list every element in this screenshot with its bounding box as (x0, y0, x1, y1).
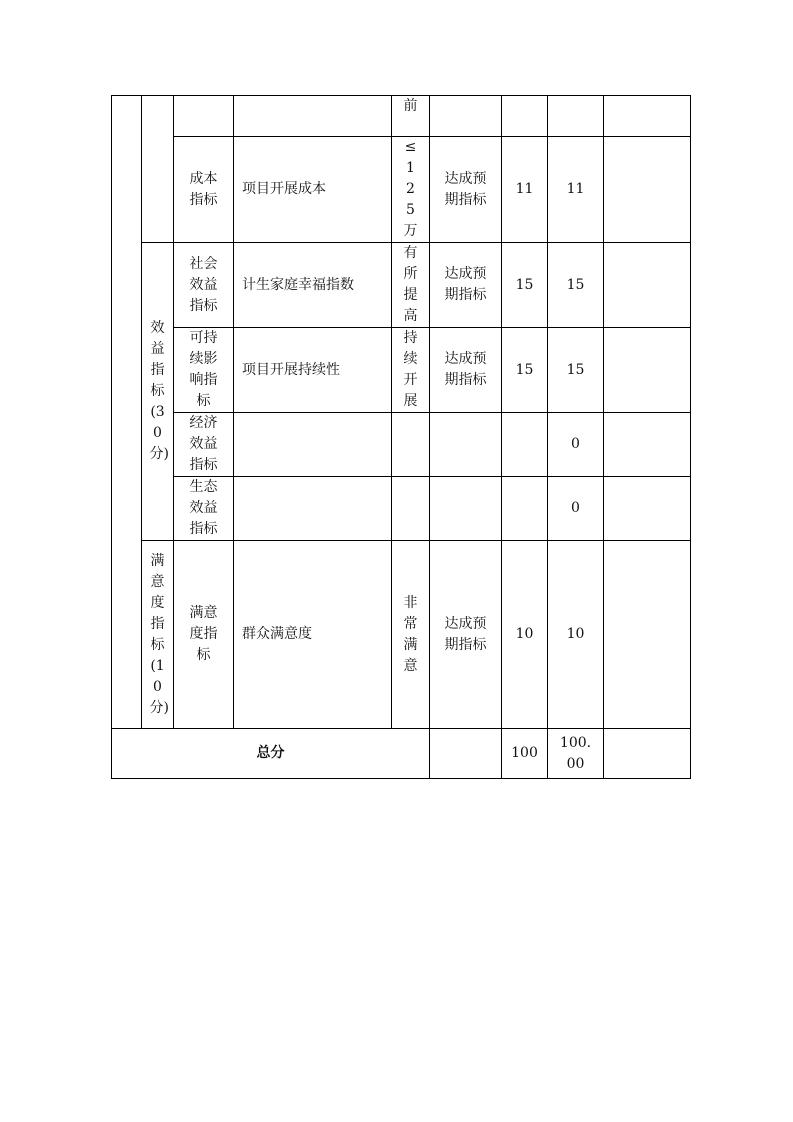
target-cell (392, 413, 430, 477)
performance-indicator-table (111, 95, 691, 779)
level2-cell: 可持续影响指标 (174, 328, 234, 413)
level3-cell (234, 477, 392, 541)
remark-cell (604, 328, 691, 413)
level2-cell: 生态效益指标 (174, 477, 234, 541)
table-row (112, 541, 691, 729)
total-weight: 100 (502, 729, 548, 779)
target-cell: 持续开展 (392, 328, 430, 413)
level3-cell: 项目开展持续性 (234, 328, 392, 413)
level2-cell: 社会效益指标 (174, 243, 234, 328)
score-cell: 0 (548, 413, 604, 477)
actual-cell: 达成预期指标 (430, 328, 502, 413)
remark-cell (604, 541, 691, 729)
table-row (112, 137, 691, 243)
target-cell: ≤125万 (392, 137, 430, 243)
table-row (112, 413, 691, 477)
weight-cell: 11 (502, 137, 548, 243)
weight-cell: 10 (502, 541, 548, 729)
score-cell: 11 (548, 137, 604, 243)
score-cell: 0 (548, 477, 604, 541)
level3-cell: 群众满意度 (234, 541, 392, 729)
level1-cell: 满意度指标(10分) (142, 541, 174, 729)
score-cell (548, 96, 604, 137)
actual-cell: 达成预期指标 (430, 541, 502, 729)
target-cell (392, 477, 430, 541)
level3-cell (234, 413, 392, 477)
level3-cell: 计生家庭幸福指数 (234, 243, 392, 328)
level3-cell (234, 96, 392, 137)
total-score: 100.00 (548, 729, 604, 779)
total-label: 总分 (112, 729, 430, 779)
table-row (112, 328, 691, 413)
actual-cell (430, 413, 502, 477)
remark-cell (604, 243, 691, 328)
actual-cell (430, 729, 502, 779)
remark-cell (604, 413, 691, 477)
total-row (112, 729, 691, 779)
actual-cell (430, 477, 502, 541)
outer-category-cell (112, 96, 142, 729)
score-cell: 15 (548, 328, 604, 413)
weight-cell (502, 413, 548, 477)
level1-cell (142, 96, 174, 243)
actual-cell: 达成预期指标 (430, 243, 502, 328)
level2-cell: 满意度指标 (174, 541, 234, 729)
level1-cell: 效益指标(30分) (142, 243, 174, 541)
level3-cell: 项目开展成本 (234, 137, 392, 243)
target-cell: 前 (392, 96, 430, 137)
table-row (112, 96, 691, 137)
level2-cell: 经济效益指标 (174, 413, 234, 477)
score-cell: 10 (548, 541, 604, 729)
weight-cell (502, 477, 548, 541)
target-cell: 非常满意 (392, 541, 430, 729)
weight-cell: 15 (502, 243, 548, 328)
remark-cell (604, 477, 691, 541)
remark-cell (604, 729, 691, 779)
level2-cell (174, 96, 234, 137)
weight-cell: 15 (502, 328, 548, 413)
table-row (112, 243, 691, 328)
table-row (112, 477, 691, 541)
target-cell: 有所提高 (392, 243, 430, 328)
remark-cell (604, 96, 691, 137)
actual-cell: 达成预期指标 (430, 137, 502, 243)
score-cell: 15 (548, 243, 604, 328)
remark-cell (604, 137, 691, 243)
actual-cell (430, 96, 502, 137)
weight-cell (502, 96, 548, 137)
level2-cell: 成本指标 (174, 137, 234, 243)
